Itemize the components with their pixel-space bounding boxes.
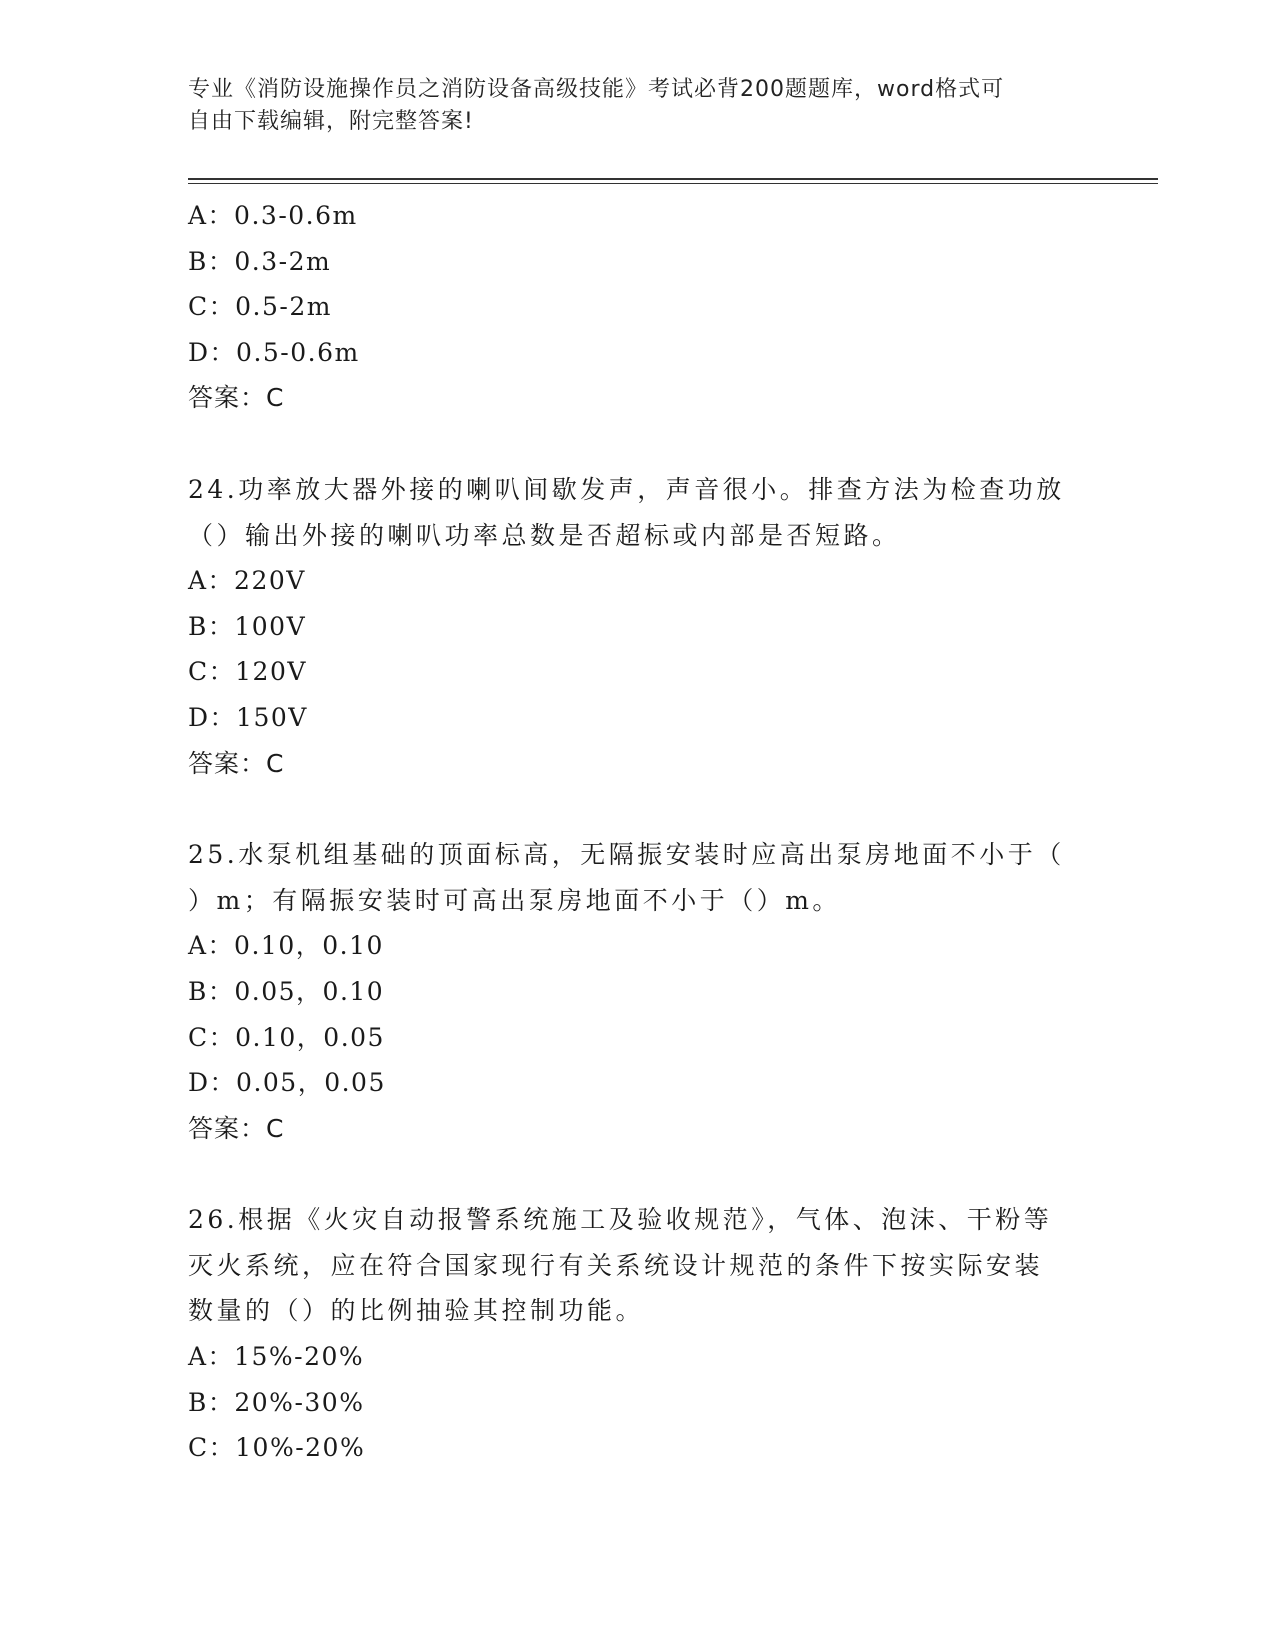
header-line-1: 专业《消防设施操作员之消防设备高级技能》考试必背200题题库，word格式可 [188, 77, 1005, 102]
option-c: C：120V [188, 657, 307, 687]
question-24 [188, 467, 1088, 786]
answer: 答案：C [188, 1113, 285, 1143]
question-text-line: （）输出外接的喇叭功率总数是否超标或内部是否短路。 [188, 520, 901, 550]
question-text-line: 24.功率放大器外接的喇叭间歇发声，声音很小。排查方法为检查功放 [188, 474, 1065, 504]
spacer [188, 786, 1088, 832]
option-a: A：15%-20% [188, 1342, 365, 1372]
option-c: C：10%-20% [188, 1433, 366, 1463]
header-line-2: 自由下载编辑，附完整答案! [188, 109, 474, 134]
question-25 [188, 832, 1088, 1151]
header-divider-thick [188, 178, 1158, 180]
option-a: A：220V [188, 566, 306, 596]
option-c: C：0.10，0.05 [188, 1022, 385, 1052]
spacer [188, 421, 1088, 467]
option-b: B：100V [188, 611, 307, 641]
answer: 答案：C [188, 383, 285, 413]
document-header [188, 74, 1078, 138]
question-26 [188, 1197, 1088, 1471]
option-b: B：0.3-2m [188, 246, 332, 276]
question-text [188, 1197, 1078, 1334]
question-text [188, 832, 1078, 923]
spacer [188, 1151, 1088, 1197]
option-a: A：0.10，0.10 [188, 931, 384, 961]
question-text-line: 灭火系统，应在符合国家现行有关系统设计规范的条件下按实际安装 [188, 1250, 1044, 1280]
question-text-line: ）m；有隔振安装时可高出泵房地面不小于（）m。 [188, 885, 841, 915]
header-divider-thin [188, 183, 1158, 184]
option-d: D：0.5-0.6m [188, 337, 360, 367]
option-d: D：150V [188, 702, 308, 732]
question-23 [188, 193, 1088, 421]
question-list [188, 193, 1088, 1471]
question-text-line: 25.水泵机组基础的顶面标高，无隔振安装时应高出泵房地面不小于（ [188, 840, 1065, 870]
option-d: D：0.05，0.05 [188, 1068, 386, 1098]
option-c: C：0.5-2m [188, 292, 332, 322]
answer: 答案：C [188, 748, 285, 778]
option-a: A：0.3-0.6m [188, 201, 358, 230]
option-b: B：20%-30% [188, 1387, 365, 1417]
option-b: B：0.05，0.10 [188, 976, 385, 1006]
question-text [188, 467, 1078, 558]
question-text-line: 26.根据《火灾自动报警系统施工及验收规范》，气体、泡沫、干粉等 [188, 1205, 1053, 1235]
question-text-line: 数量的（）的比例抽验其控制功能。 [188, 1296, 645, 1326]
